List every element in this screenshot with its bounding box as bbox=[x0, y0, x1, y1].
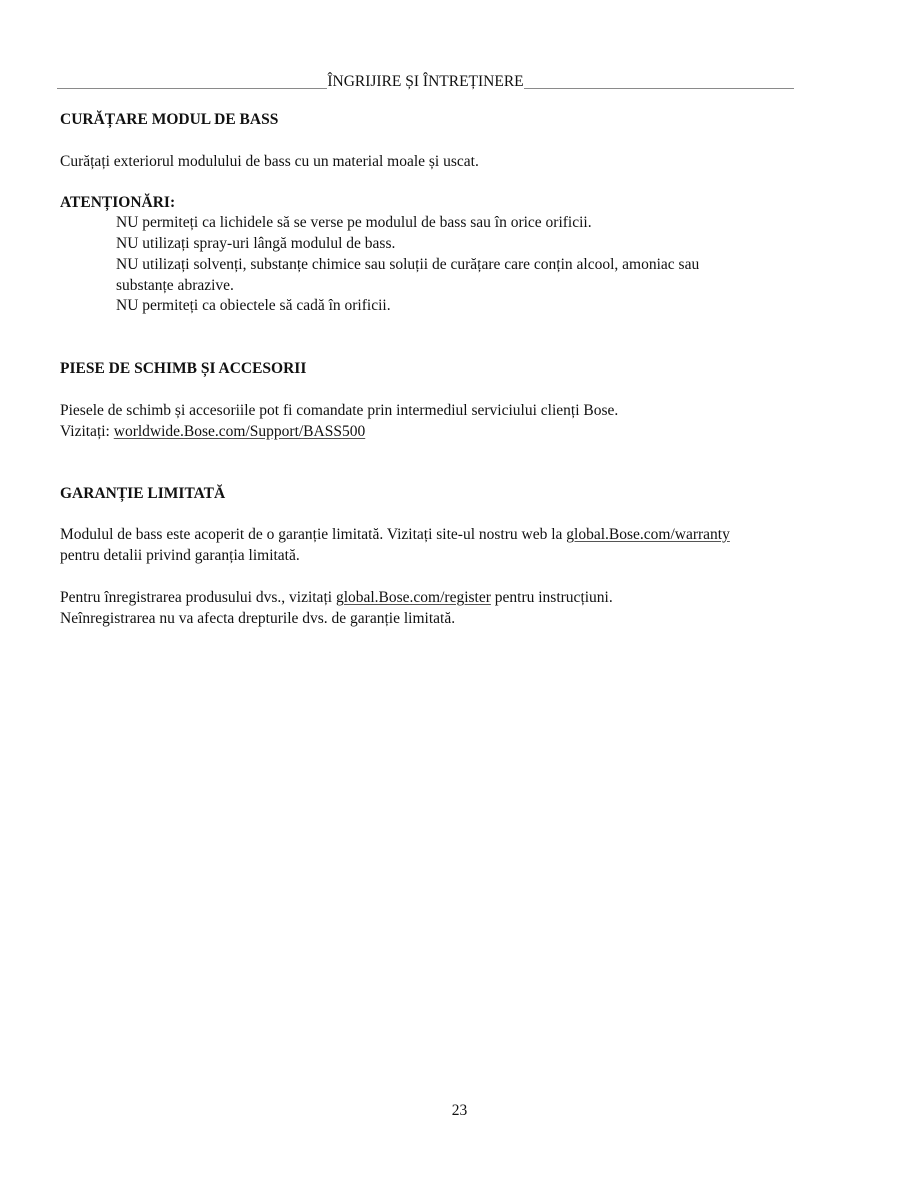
page-header bbox=[57, 69, 794, 91]
support-link[interactable]: worldwide.Bose.com/Support/BASS500 bbox=[113, 423, 366, 440]
cleaning-text: Curățați exteriorul modulului de bass cu un material moale și uscat. bbox=[60, 153, 479, 170]
warranty-link[interactable]: global.Bose.com/warranty bbox=[566, 526, 730, 543]
registration-text: Pentru înregistrarea produsului dvs., vizitați bbox=[60, 589, 336, 606]
warranty-text: Modulul de bass este acoperit de o garanție limitată. Vizitați site-ul nostru web la bbox=[60, 526, 567, 543]
warnings-heading: ATENȚIONĂRI: bbox=[60, 194, 176, 211]
warning-item: NU permiteți ca lichidele să se verse pe modulul de bass sau în orice orificii. bbox=[116, 214, 592, 231]
warning-item: NU utilizați solvenți, substanțe chimice sau soluții de curățare care conțin alcool, amoniac sau bbox=[116, 256, 700, 273]
warranty-heading: GARANȚIE LIMITATĂ bbox=[60, 485, 226, 502]
register-link[interactable]: global.Bose.com/register bbox=[335, 589, 491, 606]
parts-text: Piesele de schimb și accesoriile pot fi comandate prin intermediul serviciului clienți Bose. bbox=[60, 402, 619, 419]
warranty-line-1 bbox=[60, 526, 730, 544]
header-rule-right bbox=[524, 88, 794, 89]
warranty-line-2: pentru detalii privind garanția limitată. bbox=[60, 547, 300, 564]
parts-heading: PIESE DE SCHIMB ȘI ACCESORII bbox=[60, 360, 307, 377]
warning-item: NU utilizați spray-uri lângă modulul de bass. bbox=[116, 235, 396, 252]
registration-suffix: pentru instrucțiuni. bbox=[490, 589, 613, 606]
parts-visit-label: Vizitați: bbox=[60, 423, 114, 440]
header-title: ÎNGRIJIRE ȘI ÎNTREȚINERE bbox=[327, 73, 524, 90]
warning-item: NU permiteți ca obiectele să cadă în orificii. bbox=[116, 297, 391, 314]
warning-item-continuation: substanțe abrazive. bbox=[116, 277, 234, 294]
parts-visit-line bbox=[60, 423, 365, 441]
page-number: 23 bbox=[451, 1102, 468, 1119]
header-rule-left bbox=[57, 88, 327, 89]
registration-note: Neînregistrarea nu va afecta drepturile dvs. de garanție limitată. bbox=[60, 610, 456, 627]
registration-line bbox=[60, 589, 613, 607]
cleaning-heading: CURĂȚARE MODUL DE BASS bbox=[60, 111, 279, 128]
